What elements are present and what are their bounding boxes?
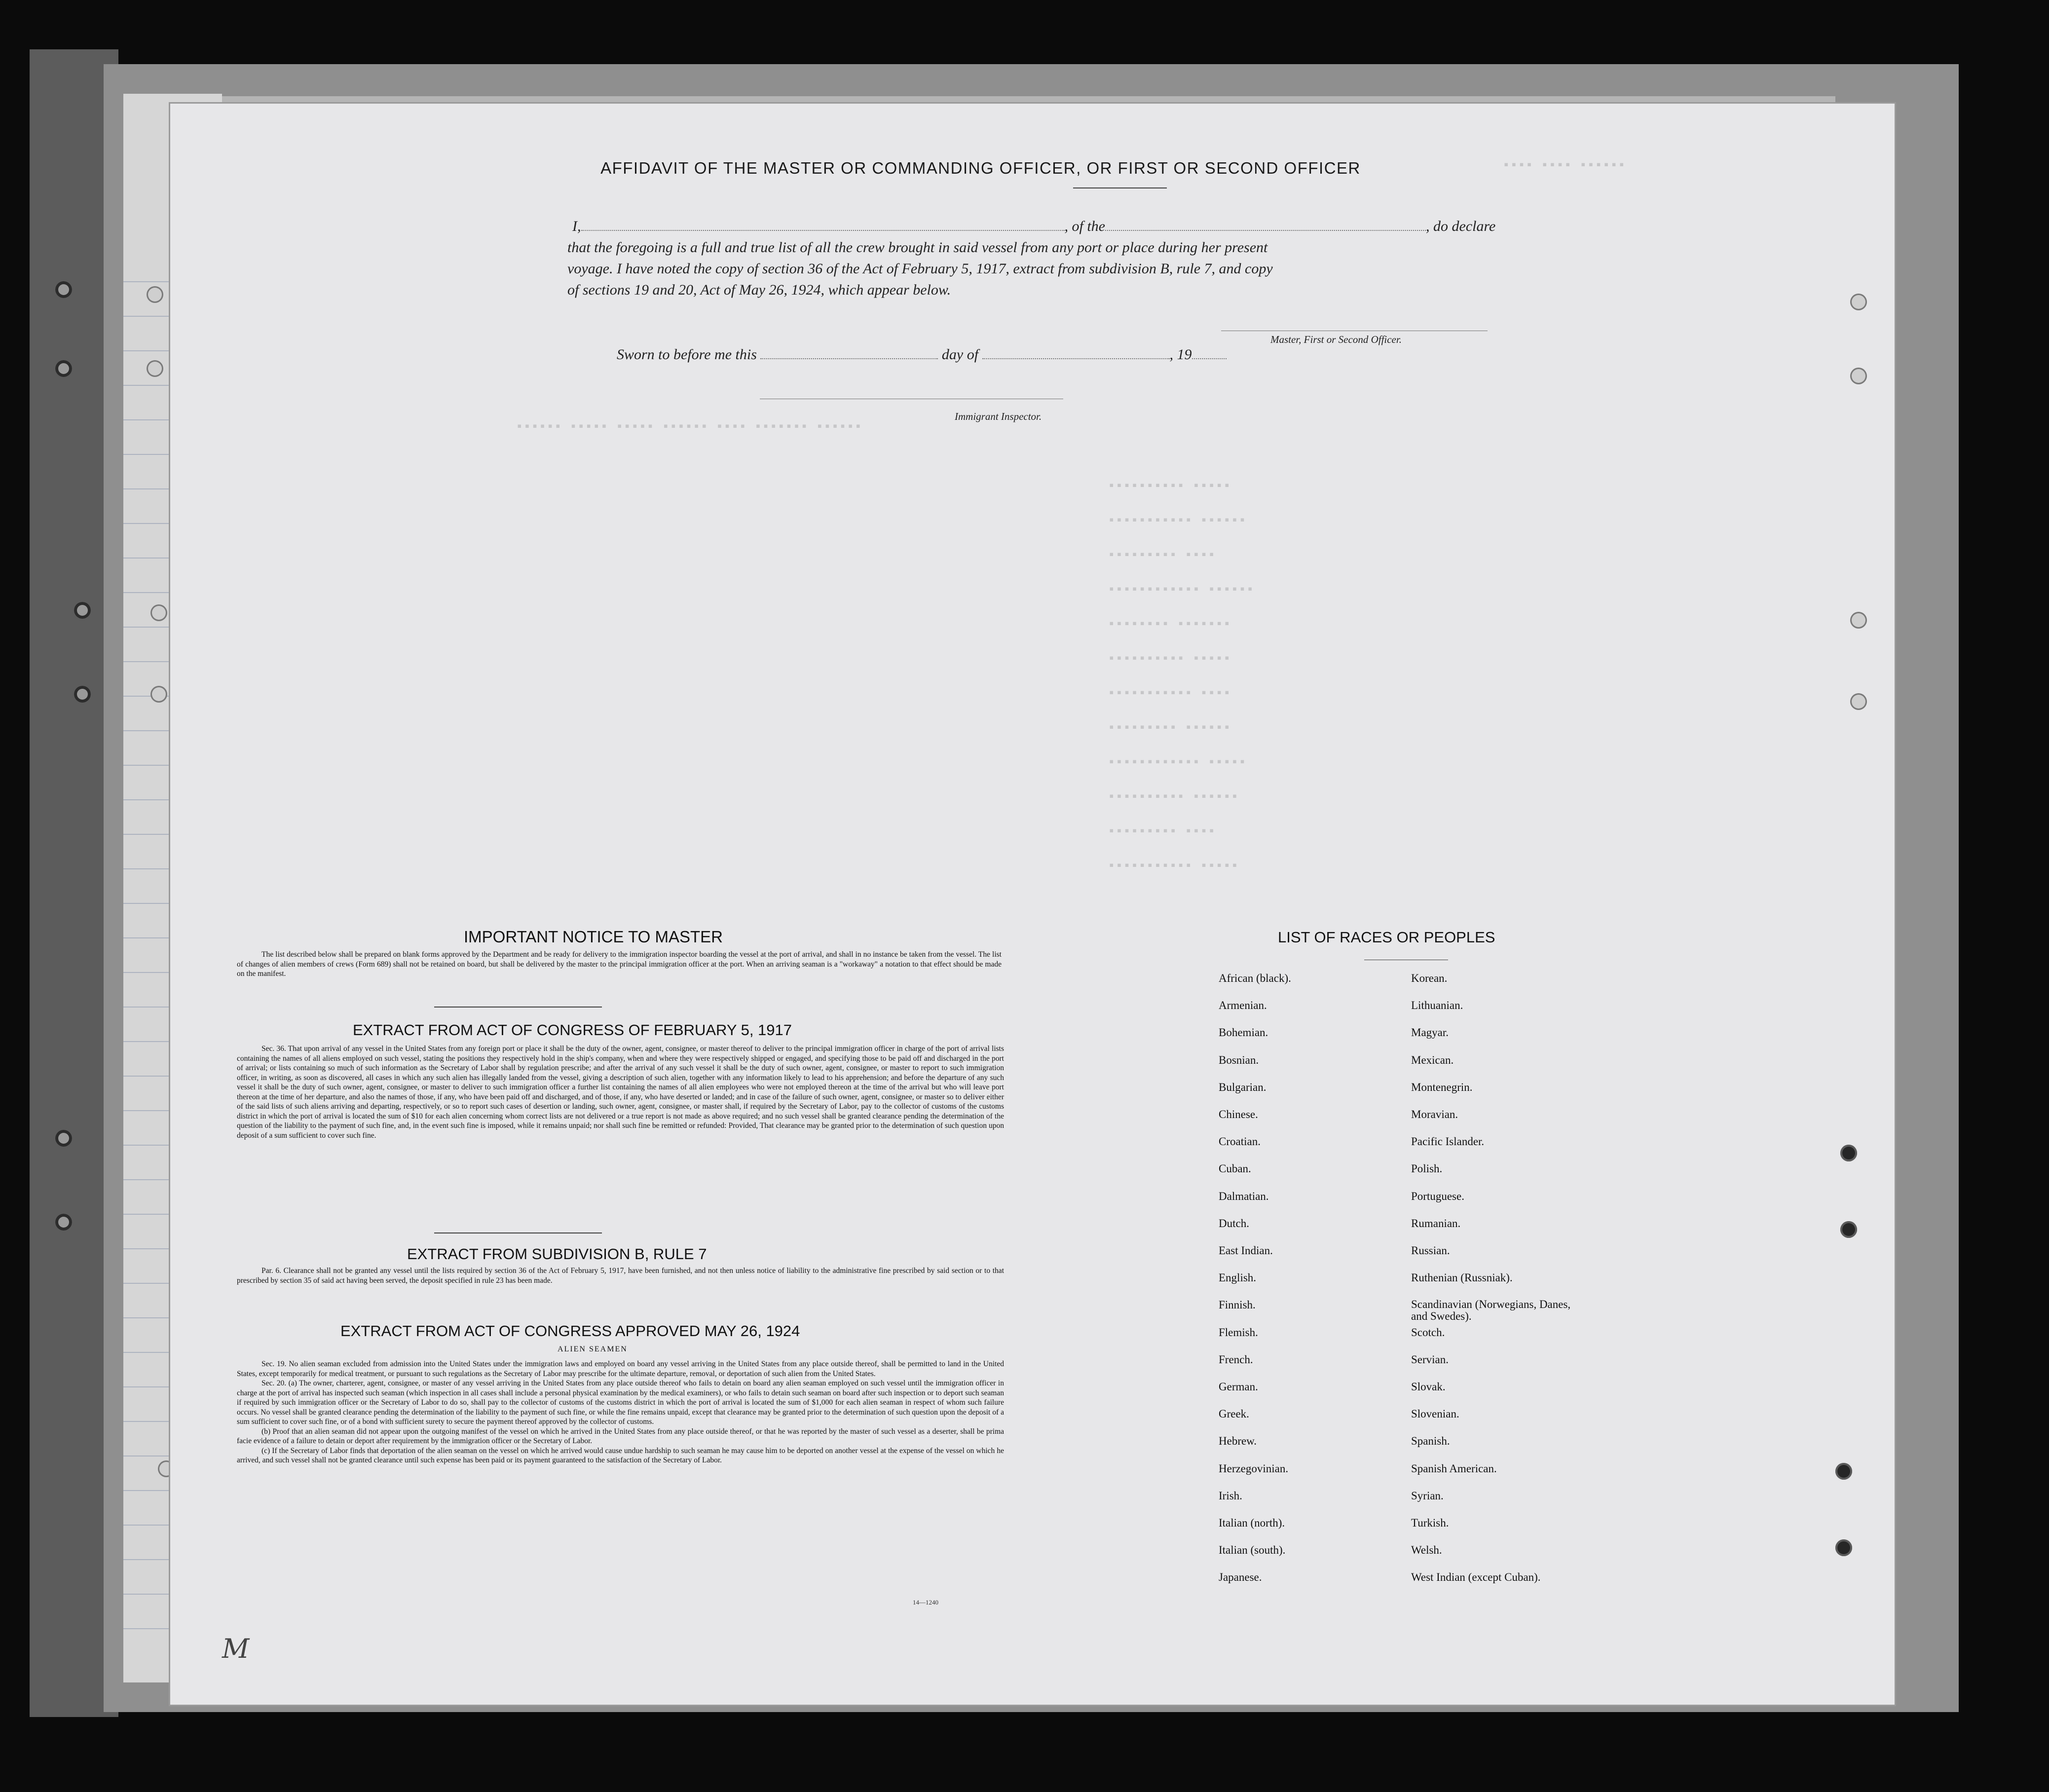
binder-hole [150,604,167,621]
race-item: African (black). [1219,972,1291,984]
race-item: Moravian. [1411,1108,1458,1120]
race-item: Scotch. [1411,1326,1445,1339]
race-item: Slovak. [1411,1381,1446,1393]
race-item: Italian (south). [1219,1544,1286,1557]
binder-hole [1850,612,1867,629]
bleed-through: ▪▪▪▪▪▪▪▪▪▪ ▪▪▪▪▪▪ [1108,789,1239,804]
extract-1924-body [237,1359,1004,1465]
binder-hole [1850,368,1867,384]
affidavit-page [170,104,1895,1705]
divider [434,1232,602,1233]
race-item: Montenegrin. [1411,1081,1473,1093]
race-item: Russian. [1411,1244,1450,1257]
race-item: Dalmatian. [1219,1190,1269,1202]
race-item: Polish. [1411,1162,1443,1175]
affidavit-line-4: of sections 19 and 20, Act of May 26, 1924, which appear below. [567,282,951,298]
race-item: Magyar. [1411,1026,1449,1039]
extract-1917-body: Sec. 36. That upon arrival of any vessel in the United States from any foreign port or place it shall be the duty of the owner, agent, consignee, or master thereof to deliver to the principal immigration officer in charge of the port of arrival lists containing the names of all aliens employed on such vessel, stating the positions they respectively hold in the ship's company, when and where they were respectively shipped or engaged, and specifying those to be paid off and discharged in the port of arrival; or lists containing so much of such information as the Secretary of Labor shall by regulation prescribe; and after the arrival of any such vessel it shall be the duty of such owner, agent, consignee, or master to report to such immigration officer, in writing, as soon as discovered, all cases in which any such alien has illegally landed from the vessel, giving a description of such alien, together with any information likely to lead to his apprehension; and before the departure of any such vessel it shall be the duty of such owner, agent, consignee, or master to deliver to such immigration officer a further list containing the names of all alien employees who were not employed thereon at the time of the arrival but who will leave port thereon at the time of her departure, and also the names of those, if any, who have been paid off and discharged, and of those, if any, who have deserted or landed; and in case of the failure of such owner, agent, consignee, or master so to deliver either of the said lists of such aliens arriving and departing, respectively, or so to report such cases of desertion or landing, such owner, agent, consignee, or master shall, if required by the Secretary of Labor, pay to the collector of customs of the customs district in which the port of arrival is located the sum of $10 for each alien concerning whom correct lists are not delivered or a true report is not made as above required; and no such vessel shall be granted clearance pending the determination of the question of the liability to the payment of such fine, and, in the event such fine is imposed, while it remains unpaid; nor shall such fine be remitted or refunded: Provided, That clearance may be granted prior to the determination of such question upon deposit of a sum sufficient to cover such fine. [237,1045,1004,1140]
inspector-label: Immigrant Inspector. [955,411,1042,422]
race-item: Scandinavian (Norwegians, Danes, and Swedes). [1411,1298,1571,1323]
bleed-through: ▪▪▪▪▪▪▪▪ ▪▪▪▪▪▪▪ [1108,617,1231,632]
notice-title: IMPORTANT NOTICE TO MASTER [464,928,723,946]
race-item: Welsh. [1411,1544,1442,1557]
affidavit-title: AFFIDAVIT OF THE MASTER OR COMMANDING OFFICER, OR FIRST OR SECOND OFFICER [600,159,1361,177]
binder-hole [55,360,72,377]
bleed-through: ▪▪▪▪▪▪▪▪▪▪▪ ▪▪▪▪▪ [1108,859,1239,873]
race-item: Korean. [1411,972,1448,984]
binder-hole [147,360,163,377]
bleed-through: ▪▪▪▪▪▪▪▪▪▪ ▪▪▪▪▪ [1108,651,1231,666]
race-item: West Indian (except Cuban). [1411,1571,1541,1584]
binder-hole [55,1130,72,1147]
race-item: Armenian. [1219,999,1267,1012]
race-item: Portuguese. [1411,1190,1464,1202]
master-signature-label: Master, First or Second Officer. [1270,334,1402,345]
race-item: Chinese. [1219,1108,1258,1120]
divider [434,1007,602,1008]
race-item: German. [1219,1381,1258,1393]
bleed-through: ▪▪▪▪▪▪▪▪▪▪▪▪ ▪▪▪▪▪ [1108,755,1246,770]
form-number: 14—1240 [913,1599,938,1606]
race-item: Cuban. [1219,1162,1251,1175]
race-item: Hebrew. [1219,1435,1257,1448]
race-item: Mexican. [1411,1053,1454,1066]
race-item: Flemish. [1219,1326,1258,1339]
binder-hole [147,286,163,303]
race-item: Servian. [1411,1353,1449,1366]
bleed-through: ▪▪▪▪▪▪▪▪▪▪ ▪▪▪▪▪ [1108,479,1231,493]
race-item: English. [1219,1271,1257,1284]
section-19: Sec. 19. No alien seaman excluded from admission into the United States under the immigration laws and employed on board any vessel arriving in the United States from any place outside thereof, shall be permitted to land in the United States, except temporarily for medical treatment, or pursuant to such regulations as the Secretary of Labor may prescribe for the ultimate departure, removal, or deportation of such alien from the United States. [237,1360,1004,1378]
extract-rule7-title: EXTRACT FROM SUBDIVISION B, RULE 7 [407,1245,707,1263]
race-item: Dutch. [1219,1217,1249,1230]
race-item: East Indian. [1219,1244,1273,1257]
race-item: Italian (north). [1219,1517,1285,1529]
section-20a: Sec. 20. (a) The owner, charterer, agent, consignee, or master of any vessel arriving in the United States from any place outside thereof who fails to detain on board any alien seaman employed on such vessel until the immigration officer in charge at the port of arrival has inspected such seaman (which inspection in all cases shall include a personal physical examination by the medical examiners), or who fails to detain such seaman on board after such inspection or to deport such seaman if required by such immigration officer or the Secretary of Labor to do so, shall pay to the collector of customs of the customs district in which the port of arrival is located the sum of $1,000 for each alien seaman in respect of whom such failure occurs. No vessel shall be granted clearance pending the determination of the liability to the payment of such fine, or while the fine remains unpaid, except that clearance may be granted prior to the determination of such question upon the deposit of a sum sufficient to cover such fine, or of a bond with sufficient surety to secure the payment thereof approved by the collector of customs. [237,1379,1004,1426]
race-item: Herzegovinian. [1219,1462,1289,1475]
extract-1917-title: EXTRACT FROM ACT OF CONGRESS OF FEBRUARY 5, 1917 [353,1021,792,1039]
binder-hole [1835,1463,1852,1480]
race-item: Japanese. [1219,1571,1262,1584]
race-item: Finnish. [1219,1299,1256,1311]
extract-1924-title: EXTRACT FROM ACT OF CONGRESS APPROVED MAY 26, 1924 [340,1322,800,1340]
binder-hole [1835,1539,1852,1556]
bleed-through: ▪▪▪▪▪▪▪▪▪ ▪▪▪▪ [1108,824,1216,839]
race-item: Pacific Islander. [1411,1135,1485,1148]
binder-hole [1850,693,1867,710]
race-item: French. [1219,1353,1253,1366]
section-20b: (b) Proof that an alien seaman did not appear upon the outgoing manifest of the vessel on which he arrived in the United States from any place outside thereof, or that he was reported by the master of such vessel as a deserter, shall be prima facie evidence of a failure to detain or deport after requirement by the immigration officer or the Secretary of Labor. [237,1427,1004,1445]
race-item: Irish. [1219,1489,1242,1502]
binder-hole [150,686,167,703]
binder-hole [1840,1145,1857,1161]
title-divider [1073,187,1167,188]
race-item: Croatian. [1219,1135,1261,1148]
race-item: Ruthenian (Russniak). [1411,1271,1513,1284]
race-item: Spanish American. [1411,1462,1497,1475]
notice-body: The list described below shall be prepared on blank forms approved by the Department and be ready for delivery to the immigration inspector boarding the vessel at the port of arrival, and shall in no instance be taken from the vessel. The list of changes of alien members of crews (Form 689) shall not be retained on board, but shall be delivered by the master to the principal immigration officer at the port. When an arriving seaman is a "workaway" a notation to that effect should be made on the manifest. [237,950,1002,978]
race-item: Greek. [1219,1408,1249,1420]
race-item: Turkish. [1411,1517,1449,1529]
bleed-through: ▪▪▪▪▪▪ ▪▪▪▪▪ ▪▪▪▪▪ ▪▪▪▪▪▪ ▪▪▪▪ ▪▪▪▪▪▪▪ ▪▪▪▪▪▪ [516,419,862,434]
handwritten-mark: M [222,1633,250,1664]
sworn-line: Sworn to before me this day of , 19 [617,346,1227,363]
affidavit-line-1: I, , of the , do declare [572,218,1496,234]
affidavit-line-3: voyage. I have noted the copy of section 36 of the Act of February 5, 1917, extract from subdivision B, rule 7, and copy [567,261,1273,277]
bleed-through: ▪▪▪▪▪▪▪▪▪▪▪ ▪▪▪▪ [1108,686,1231,701]
binder-hole [55,1214,72,1231]
bleed-through: ▪▪▪▪▪▪▪▪▪ ▪▪▪▪ [1108,548,1216,562]
bleed-through: ▪▪▪▪▪▪▪▪▪ ▪▪▪▪▪▪ [1108,720,1231,735]
alien-seamen-subtitle: ALIEN SEAMEN [558,1345,628,1353]
bleed-through: ▪▪▪▪▪▪▪▪▪▪▪▪ ▪▪▪▪▪▪ [1108,582,1254,597]
extract-rule7-body: Par. 6. Clearance shall not be granted any vessel until the lists required by section 36 of the Act of February 5, 1917, have been furnished, and not then unless notice of liability to the administrative fine prescribed by said section or to that prescribed by section 35 of said act having been served, the deposit specified in rule 23 has been made. [237,1267,1004,1285]
race-item: Syrian. [1411,1489,1444,1502]
binder-hole [74,686,91,703]
bleed-through: ▪▪▪▪ ▪▪▪▪ ▪▪▪▪▪▪ [1502,158,1626,173]
race-item: Rumanian. [1411,1217,1461,1230]
binder-hole [1850,294,1867,310]
bleed-through: ▪▪▪▪▪▪▪▪▪▪▪ ▪▪▪▪▪▪ [1108,513,1246,528]
race-item: Bosnian. [1219,1053,1259,1066]
race-item: Bohemian. [1219,1026,1268,1039]
race-item: Slovenian. [1411,1408,1459,1420]
race-item: Spanish. [1411,1435,1450,1448]
binder-hole [55,281,72,298]
races-title: LIST OF RACES OR PEOPLES [1278,929,1495,946]
race-item: Bulgarian. [1219,1081,1267,1093]
race-item: Lithuanian. [1411,999,1463,1012]
binder-hole [74,602,91,619]
binder-hole [1840,1221,1857,1238]
affidavit-line-2: that the foregoing is a full and true list of all the crew brought in said vessel from any port or place during her present [567,239,1268,256]
section-20c: (c) If the Secretary of Labor finds that deportation of the alien seaman on the vessel on which he arrived would cause undue hardship to such seaman he may cause him to be deported on another vessel at the expense of the vessel on which he arrived, and such vessel shall not be granted clearance until such expense has been paid or its payment guaranteed to the satisfaction of the Secretary of Labor. [237,1446,1004,1464]
